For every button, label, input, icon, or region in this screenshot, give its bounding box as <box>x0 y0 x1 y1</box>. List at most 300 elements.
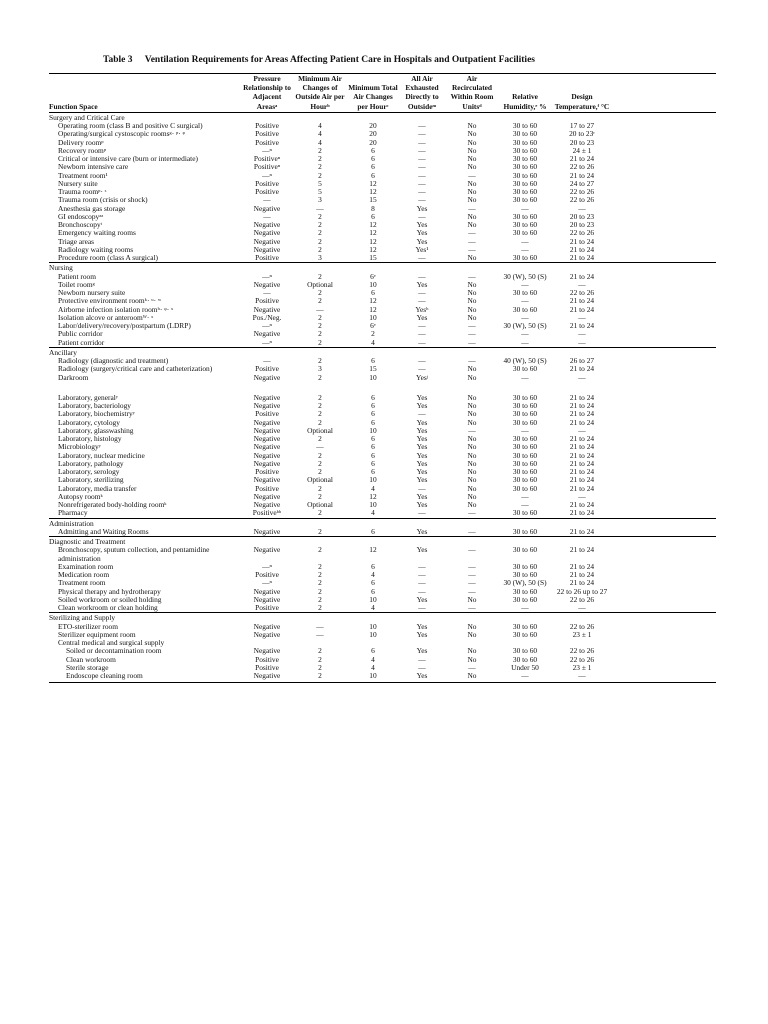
value-cell: 4 <box>371 338 375 347</box>
value-cell: 21 to 24 <box>569 245 595 254</box>
function-space-cell: Laboratory, serology <box>58 468 120 477</box>
value-cell: — <box>521 604 529 613</box>
value-cell: 4 <box>318 122 322 131</box>
row-padding-cell <box>612 604 716 613</box>
value-cell: — <box>468 229 476 238</box>
row-padding-cell <box>612 139 716 147</box>
value-cell: 10 <box>369 595 377 604</box>
value-cell: — <box>418 571 426 580</box>
row-padding-cell <box>612 122 716 130</box>
value-cell: 30 (W), 50 (S) <box>503 272 547 281</box>
table-row <box>49 402 716 410</box>
function-space-cell: Medication room <box>58 571 110 580</box>
value-cell: 2 <box>318 146 322 155</box>
row-padding-cell <box>612 623 716 631</box>
value-cell: Yes <box>416 418 428 427</box>
value-cell: 21 to 24 <box>569 297 595 306</box>
value-cell: Negative <box>253 280 281 289</box>
value-cell: — <box>316 630 324 639</box>
section-header-row <box>49 613 716 623</box>
value-cell: No <box>467 254 477 263</box>
value-cell: 2 <box>318 410 322 419</box>
value-cell: 2 <box>318 402 322 411</box>
value-cell: 2 <box>318 171 322 180</box>
value-cell: 12 <box>369 297 377 306</box>
value-cell <box>398 639 446 647</box>
table-row <box>49 238 716 246</box>
value-cell: — <box>521 492 529 501</box>
function-space-cell: Operating room (class B and positive C surgical) <box>58 122 203 131</box>
value-cell: — <box>418 171 426 180</box>
function-space-cell: Operating/surgical cystoscopic roomsᵍ· ᵖ· ᵠ <box>58 130 186 139</box>
value-cell: No <box>467 655 477 664</box>
value-cell: — <box>468 663 476 672</box>
function-space-cell: Laboratory, generalʸ <box>58 393 118 402</box>
value-cell: Negative <box>253 435 281 444</box>
value-cell: 30 to 60 <box>512 196 538 205</box>
row-padding-cell <box>612 443 716 451</box>
column-header: All Air Exhausted Directly to Outsideᵐ <box>405 74 439 111</box>
row-padding-cell <box>612 213 716 221</box>
header-row <box>49 74 716 113</box>
table-row <box>49 221 716 229</box>
row-padding-cell <box>612 476 716 484</box>
value-cell: No <box>467 130 477 139</box>
value-cell: 2 <box>318 163 322 172</box>
value-cell: 21 to 24 <box>569 435 595 444</box>
value-cell: 21 to 24 <box>569 254 595 263</box>
column-header: Function Space <box>49 101 98 111</box>
value-cell: Negative <box>253 393 281 402</box>
value-cell: 30 to 60 <box>512 146 538 155</box>
ventilation-table <box>49 73 716 683</box>
value-cell: Positive <box>255 179 279 188</box>
table-row <box>49 172 716 180</box>
section-header-row <box>49 518 716 528</box>
value-cell: — <box>521 426 529 435</box>
value-cell: Yesʲ <box>416 373 428 382</box>
value-cell: — <box>468 587 476 596</box>
value-cell: — <box>578 373 586 382</box>
function-space-cell: Triage areas <box>58 237 95 246</box>
column-header: Relative Humidity,ᵉ % <box>503 92 547 111</box>
value-cell: No <box>467 622 477 631</box>
value-cell: 4 <box>371 571 375 580</box>
value-cell: 30 (W), 50 (S) <box>503 579 547 588</box>
value-cell: Yes <box>416 451 428 460</box>
value-cell: — <box>418 322 426 331</box>
value-cell: No <box>467 630 477 639</box>
table-row <box>49 122 716 130</box>
value-cell: — <box>418 196 426 205</box>
value-cell: 6ᵛ <box>370 322 376 331</box>
value-cell: — <box>578 338 586 347</box>
value-cell: — <box>418 562 426 571</box>
value-cell: 30 to 60 <box>512 410 538 419</box>
value-cell: — <box>418 188 426 197</box>
value-cell: — <box>578 280 586 289</box>
value-cell: Yes <box>416 313 428 322</box>
value-cell: 2 <box>318 272 322 281</box>
value-cell: 30 to 60 <box>512 393 538 402</box>
table-row <box>49 394 716 402</box>
value-cell: 2 <box>318 330 322 339</box>
value-cell: Pos./Neg. <box>252 313 282 322</box>
value-cell: Negative <box>253 245 281 254</box>
row-padding-cell <box>612 374 716 382</box>
table-row <box>49 427 716 435</box>
value-cell: — <box>578 604 586 613</box>
value-cell: 6 <box>371 527 375 536</box>
value-cell: 21 to 24 <box>569 451 595 460</box>
row-padding-cell <box>612 639 716 647</box>
value-cell: 2 <box>318 245 322 254</box>
row-padding-cell <box>612 631 716 639</box>
value-cell: 6 <box>371 163 375 172</box>
value-cell: 6 <box>371 402 375 411</box>
value-cell: 2 <box>318 313 322 322</box>
value-cell: 2 <box>318 509 322 518</box>
function-space-cell: Admitting and Waiting Rooms <box>58 527 149 536</box>
function-space-cell: Bronchoscopyᵗ <box>58 221 103 230</box>
value-cell: 6 <box>371 587 375 596</box>
table-row <box>49 493 716 501</box>
function-space-cell: Anesthesia gas storage <box>58 204 126 213</box>
value-cell: 2 <box>318 647 322 656</box>
table-row <box>49 623 716 631</box>
function-space-cell: Radiology (diagnostic and treatment) <box>58 357 169 366</box>
value-cell: — <box>418 297 426 306</box>
value-cell: 22 to 26 <box>569 229 595 238</box>
value-cell: — <box>418 587 426 596</box>
table-row <box>49 374 716 382</box>
function-space-cell: Labor/delivery/recovery/postpartum (LDRP) <box>58 322 191 331</box>
function-space-cell: Microbiologyʸ <box>58 443 101 452</box>
value-cell: — <box>418 289 426 298</box>
section-title: Ancillary <box>49 347 716 357</box>
value-cell: Positive <box>255 655 279 664</box>
value-cell: 21 to 24 <box>569 410 595 419</box>
value-cell: 2 <box>318 546 322 555</box>
value-cell: — <box>263 289 271 298</box>
value-cell: 2 <box>318 663 322 672</box>
value-cell: Positiveⁿ <box>253 163 281 172</box>
row-padding-cell <box>612 238 716 246</box>
value-cell: Positive <box>255 484 279 493</box>
row-padding-cell <box>612 322 716 330</box>
function-space-cell: Clean workroom or clean holding <box>58 604 158 613</box>
value-cell: 21 to 24 <box>569 476 595 485</box>
value-cell: —ⁿ <box>262 272 272 281</box>
section-title: Sterilizing and Supply <box>49 613 716 623</box>
table-row <box>49 213 716 221</box>
value-cell: No <box>467 289 477 298</box>
value-cell: 30 to 60 <box>512 630 538 639</box>
value-cell: Yes <box>416 647 428 656</box>
table-row <box>49 339 716 348</box>
column-header: Design Temperature,ᶠ °C <box>554 92 610 111</box>
table-row <box>49 664 716 672</box>
value-cell: 21 to 24 <box>569 418 595 427</box>
section-header-row <box>49 537 716 547</box>
row-padding-cell <box>612 528 716 537</box>
value-cell: 22 to 26 <box>569 196 595 205</box>
value-cell: 15 <box>369 254 377 263</box>
column-header: Pressure Relationship to Adjacent Areasᵃ <box>243 74 291 111</box>
function-space-cell: Radiology (surgery/critical care and catheterization) <box>58 365 213 374</box>
value-cell: 5 <box>318 179 322 188</box>
row-padding-cell <box>612 314 716 322</box>
value-cell: — <box>468 204 476 213</box>
value-cell: 2 <box>318 655 322 664</box>
value-cell: Negative <box>253 647 281 656</box>
value-cell: Negative <box>253 451 281 460</box>
value-cell: No <box>467 410 477 419</box>
value-cell: 12 <box>369 305 377 314</box>
value-cell: 10 <box>369 426 377 435</box>
value-cell: —ⁿ <box>262 322 272 331</box>
value-cell <box>292 639 348 647</box>
table-row <box>49 281 716 289</box>
value-cell: No <box>467 492 477 501</box>
value-cell: No <box>467 484 477 493</box>
value-cell: Positive <box>255 604 279 613</box>
table-row <box>49 205 716 213</box>
row-spacer <box>49 382 716 394</box>
value-cell: 6 <box>371 562 375 571</box>
value-cell: — <box>418 604 426 613</box>
function-space-cell: Newborn intensive care <box>58 163 129 172</box>
value-cell: — <box>263 196 271 205</box>
function-space-cell: Procedure room (class A surgical) <box>58 254 159 263</box>
value-cell: 30 to 60 <box>512 546 538 555</box>
value-cell: — <box>521 297 529 306</box>
section-header-row <box>49 112 716 122</box>
value-cell: No <box>467 501 477 510</box>
value-cell: 24 to 27 <box>569 179 595 188</box>
value-cell: 4 <box>371 509 375 518</box>
value-cell: Yesʰ <box>415 305 429 314</box>
value-cell: 12 <box>369 245 377 254</box>
value-cell: 30 to 60 <box>512 289 538 298</box>
value-cell: 2 <box>318 237 322 246</box>
value-cell: 15 <box>369 196 377 205</box>
value-cell: 20 to 23 <box>569 138 595 147</box>
value-cell: 30 to 60 <box>512 527 538 536</box>
table-row <box>49 647 716 655</box>
value-cell: 2 <box>318 289 322 298</box>
value-cell: — <box>418 357 426 366</box>
value-cell: Yes <box>416 229 428 238</box>
value-cell: — <box>468 527 476 536</box>
function-space-cell: Autopsy roomᵏ <box>58 492 103 501</box>
value-cell: 2 <box>318 221 322 230</box>
row-padding-cell <box>612 221 716 229</box>
value-cell: —ⁿ <box>262 338 272 347</box>
value-cell: — <box>578 204 586 213</box>
row-padding-cell <box>612 579 716 587</box>
value-cell: 21 to 24 <box>569 393 595 402</box>
row-padding-cell <box>612 254 716 263</box>
value-cell: 6ᵛ <box>370 272 376 281</box>
value-cell: 20 to 23 <box>569 212 595 221</box>
value-cell: — <box>316 204 324 213</box>
value-cell: Yes <box>416 595 428 604</box>
value-cell: No <box>467 435 477 444</box>
value-cell: Negative <box>253 418 281 427</box>
value-cell: Negative <box>253 204 281 213</box>
value-cell: 21 to 24 <box>569 322 595 331</box>
value-cell: Negative <box>253 595 281 604</box>
value-cell: — <box>521 204 529 213</box>
row-padding-cell <box>612 297 716 305</box>
value-cell: 21 to 24 <box>569 237 595 246</box>
row-padding-cell <box>612 410 716 418</box>
value-cell: No <box>467 155 477 164</box>
table-row <box>49 528 716 537</box>
value-cell: No <box>467 163 477 172</box>
value-cell: No <box>467 443 477 452</box>
value-cell: Yes <box>416 476 428 485</box>
value-cell: 24 ± 1 <box>572 146 592 155</box>
row-padding-cell <box>612 188 716 196</box>
value-cell: No <box>467 468 477 477</box>
value-cell: Negative <box>253 443 281 452</box>
value-cell: Negative <box>253 622 281 631</box>
value-cell: No <box>467 280 477 289</box>
value-cell: 6 <box>371 146 375 155</box>
value-cell: 22 to 26 <box>569 289 595 298</box>
value-cell: Yes <box>416 393 428 402</box>
value-cell: — <box>521 330 529 339</box>
row-padding-cell <box>612 460 716 468</box>
value-cell: 2 <box>318 579 322 588</box>
value-cell: 20 <box>369 122 377 131</box>
value-cell: Negative <box>253 587 281 596</box>
function-space-cell: Soiled workroom or soiled holding <box>58 595 162 604</box>
table-row <box>49 289 716 297</box>
value-cell: Positive <box>255 571 279 580</box>
value-cell: 21 to 24 <box>569 579 595 588</box>
table-title <box>103 55 663 65</box>
value-cell: 10 <box>369 622 377 631</box>
value-cell: 2 <box>318 357 322 366</box>
value-cell: — <box>468 272 476 281</box>
value-cell: — <box>468 330 476 339</box>
value-cell: 30 to 60 <box>512 562 538 571</box>
value-cell: — <box>468 579 476 588</box>
row-padding-cell <box>612 656 716 664</box>
table-row <box>49 246 716 254</box>
value-cell: No <box>467 196 477 205</box>
function-space-cell: Laboratory, cytology <box>58 418 120 427</box>
function-space-cell: Treatment room¹ <box>58 171 108 180</box>
table-row <box>49 188 716 196</box>
value-cell: Positive <box>255 138 279 147</box>
value-cell: 30 to 60 <box>512 459 538 468</box>
value-cell: No <box>467 305 477 314</box>
section-title: Surgery and Critical Care <box>49 112 125 122</box>
value-cell: 20 <box>369 138 377 147</box>
function-space-cell: Sterile storage <box>66 663 109 672</box>
value-cell <box>446 639 498 647</box>
section-title: Nursing <box>49 263 716 273</box>
value-cell: 2 <box>318 492 322 501</box>
function-space-cell: Examination room <box>58 562 114 571</box>
table-row <box>49 509 716 518</box>
value-cell: 21 to 24 <box>569 509 595 518</box>
value-cell: 6 <box>371 393 375 402</box>
value-cell: — <box>468 357 476 366</box>
table-row <box>49 306 716 314</box>
value-cell: 21 to 24 <box>569 484 595 493</box>
value-cell: 40 (W), 50 (S) <box>503 357 547 366</box>
value-cell: Negative <box>253 402 281 411</box>
value-cell: 30 to 60 <box>512 163 538 172</box>
row-padding-cell <box>612 509 716 518</box>
value-cell: Positive <box>255 365 279 374</box>
row-padding-cell <box>612 289 716 297</box>
value-cell: — <box>578 672 586 681</box>
value-cell: 12 <box>369 221 377 230</box>
value-cell: — <box>316 305 324 314</box>
value-cell: 21 to 24 <box>569 468 595 477</box>
value-cell: 10 <box>369 501 377 510</box>
value-cell: — <box>418 272 426 281</box>
table-row <box>49 196 716 204</box>
value-cell: 12 <box>369 229 377 238</box>
value-cell: Optional <box>307 501 333 510</box>
section-title: Administration <box>49 518 716 528</box>
value-cell: 23 ± 1 <box>572 630 592 639</box>
value-cell: 22 to 26 <box>569 188 595 197</box>
value-cell: — <box>468 571 476 580</box>
spacer-cell <box>49 382 716 394</box>
value-cell: 30 to 60 <box>512 468 538 477</box>
value-cell: Positive <box>255 410 279 419</box>
value-cell: 17 to 27 <box>569 122 595 131</box>
value-cell: 30 to 60 <box>512 655 538 664</box>
value-cell: No <box>467 393 477 402</box>
value-cell: — <box>578 492 586 501</box>
value-cell: 6 <box>371 647 375 656</box>
value-cell: 30 to 60 <box>512 587 538 596</box>
value-cell: 30 to 60 <box>512 647 538 656</box>
table-row <box>49 410 716 418</box>
value-cell: No <box>467 138 477 147</box>
function-space-cell: Laboratory, nuclear medicine <box>58 451 145 460</box>
value-cell: — <box>263 357 271 366</box>
function-space-cell: Clean workroom <box>66 655 116 664</box>
value-cell: Optional <box>307 426 333 435</box>
value-cell: — <box>578 426 586 435</box>
value-cell: 22 to 26 <box>569 595 595 604</box>
row-padding-cell <box>612 155 716 163</box>
value-cell: No <box>467 373 477 382</box>
value-cell: 2 <box>318 155 322 164</box>
value-cell: Positive <box>255 254 279 263</box>
table-caption: Ventilation Requirements for Areas Affecting Patient Care in Hospitals and Outpatient Facilities <box>144 55 535 65</box>
value-cell: 21 to 24 <box>569 365 595 374</box>
value-cell: 30 to 60 <box>512 171 538 180</box>
function-space-cell: Laboratory, sterilizing <box>58 476 124 485</box>
value-cell: Yes <box>416 546 428 555</box>
value-cell: 12 <box>369 188 377 197</box>
value-cell: — <box>418 122 426 131</box>
value-cell: 10 <box>369 476 377 485</box>
value-cell: 3 <box>318 196 322 205</box>
table-row <box>49 130 716 138</box>
